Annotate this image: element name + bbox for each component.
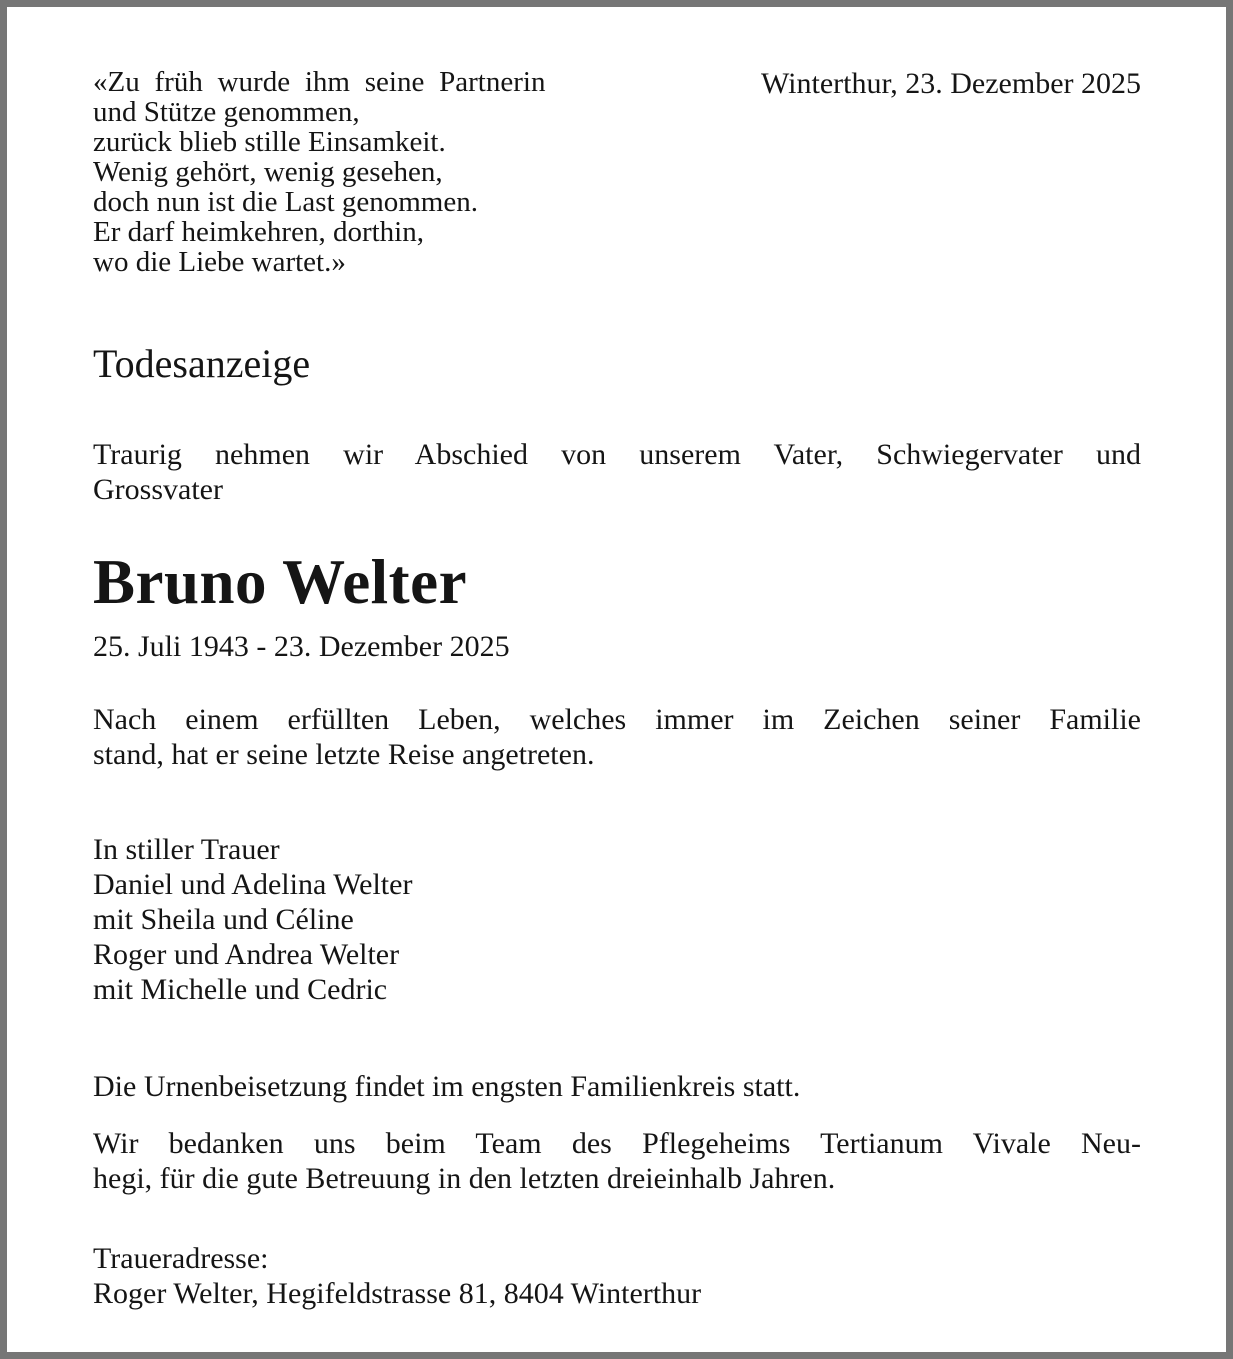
ceremony-note: Die Urnenbeisetzung findet im engsten Familienkreis statt. [93,1070,801,1103]
intro-line: Traurig nehmen wir Abschied von unserem Vater, Schwiegervater und [93,438,1141,471]
poem-line: wo die Liebe wartet.» [93,246,346,278]
poem-line: doch nun ist die Last genommen. [93,186,478,218]
mourners-list [93,832,1141,1007]
mourning-address-label: Traueradresse: [93,1242,269,1275]
poem-line: und Stütze genommen, [93,96,360,128]
life-dates: 25. Juli 1943 - 23. Dezember 2025 [93,630,510,663]
memorial-poem [93,67,545,277]
deceased-name: Bruno Welter [93,547,468,617]
mourner-line: Daniel und Adelina Welter [93,868,413,901]
intro-paragraph [93,437,1141,507]
thanks-line: Wir bedanken uns beim Team des Pflegeheims Tertianum Vivale Neu- [93,1127,1141,1160]
thanks-line: hegi, für die gute Betreuung in den letzten dreieinhalb Jahren. [93,1162,836,1195]
intro-line: Grossvater [93,473,223,506]
notice-content [7,7,1226,1311]
thanks-paragraph [93,1126,1141,1196]
mourning-address [93,1241,1141,1311]
notice-title: Todesanzeige [93,341,311,386]
notice-header [93,67,1141,277]
mourner-line: Roger und Andrea Welter [93,938,400,971]
obituary-line: Nach einem erfüllten Leben, welches immer im Zeichen seiner Familie [93,703,1141,736]
poem-line: zurück blieb stille Einsamkeit. [93,126,446,158]
obituary-line: stand, hat er seine letzte Reise angetreten. [93,738,595,771]
mourner-line: mit Michelle und Cedric [93,973,388,1006]
poem-line: Er darf heimkehren, dorthin, [93,216,424,248]
mourning-address-value: Roger Welter, Hegifeldstrasse 81, 8404 Winterthur [93,1277,702,1310]
obituary-paragraph [93,702,1141,772]
poem-line: Wenig gehört, wenig gesehen, [93,156,443,188]
mourners-heading: In stiller Trauer [93,833,280,866]
place-and-date: Winterthur, 23. Dezember 2025 [761,67,1141,100]
mourner-line: mit Sheila und Céline [93,903,354,936]
poem-line: «Zu früh wurde ihm seine Partnerin [93,66,546,98]
